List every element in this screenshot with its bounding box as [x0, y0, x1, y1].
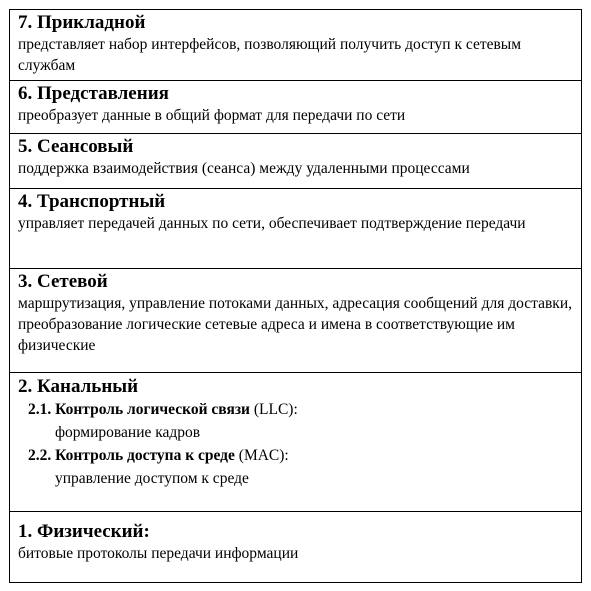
layer-presentation [10, 81, 581, 134]
sublayer-description: управление доступом к среде [55, 470, 249, 487]
sublayer-mac [18, 444, 573, 490]
sublayer-title-abbr: (LLC): [250, 401, 298, 418]
layer-session [10, 134, 581, 189]
sublayer-description: формирование кадров [55, 424, 201, 441]
sublayer-title-abbr: (MAC): [234, 447, 289, 464]
sublayer-title [28, 444, 573, 468]
layer-description: поддержка взаимодействия (сеанса) между удаленными процессами [18, 160, 470, 177]
layer-network [10, 269, 581, 373]
layer-description: маршрутизация, управление потоками данных, адресация сообщений для доставки, преобразование логические сетевые адреса и имена в соответствующие им физические [18, 295, 572, 354]
osi-model-table [9, 9, 582, 583]
layer-title: 1. Физический: [18, 521, 150, 542]
layer-data-link [10, 373, 581, 512]
layer-description: управляет передачей данных по сети, обеспечивает подтверждение передачи [18, 215, 526, 232]
layer-title: 4. Транспортный [18, 191, 166, 212]
sublayer-title-bold: 2.1. Контроль логической связи [28, 401, 250, 418]
layer-physical [10, 512, 581, 574]
sublayer-llc [18, 398, 573, 444]
sublayer-title-bold: 2.2. Контроль доступа к среде [28, 447, 235, 464]
layer-description: преобразует данные в общий формат для передачи по сети [18, 107, 406, 124]
layer-description: представляет набор интерфейсов, позволяющий получить доступ к сетевым службам [18, 36, 522, 74]
layer-title: 7. Прикладной [18, 12, 146, 33]
layer-application [10, 10, 581, 81]
layer-title: 2. Канальный [18, 376, 139, 397]
layer-description: битовые протоколы передачи информации [18, 545, 299, 562]
layer-title: 5. Сеансовый [18, 136, 134, 157]
layer-title: 6. Представления [18, 83, 169, 104]
layer-transport [10, 189, 581, 269]
layer-title: 3. Сетевой [18, 271, 108, 292]
sublayer-title [28, 398, 573, 422]
